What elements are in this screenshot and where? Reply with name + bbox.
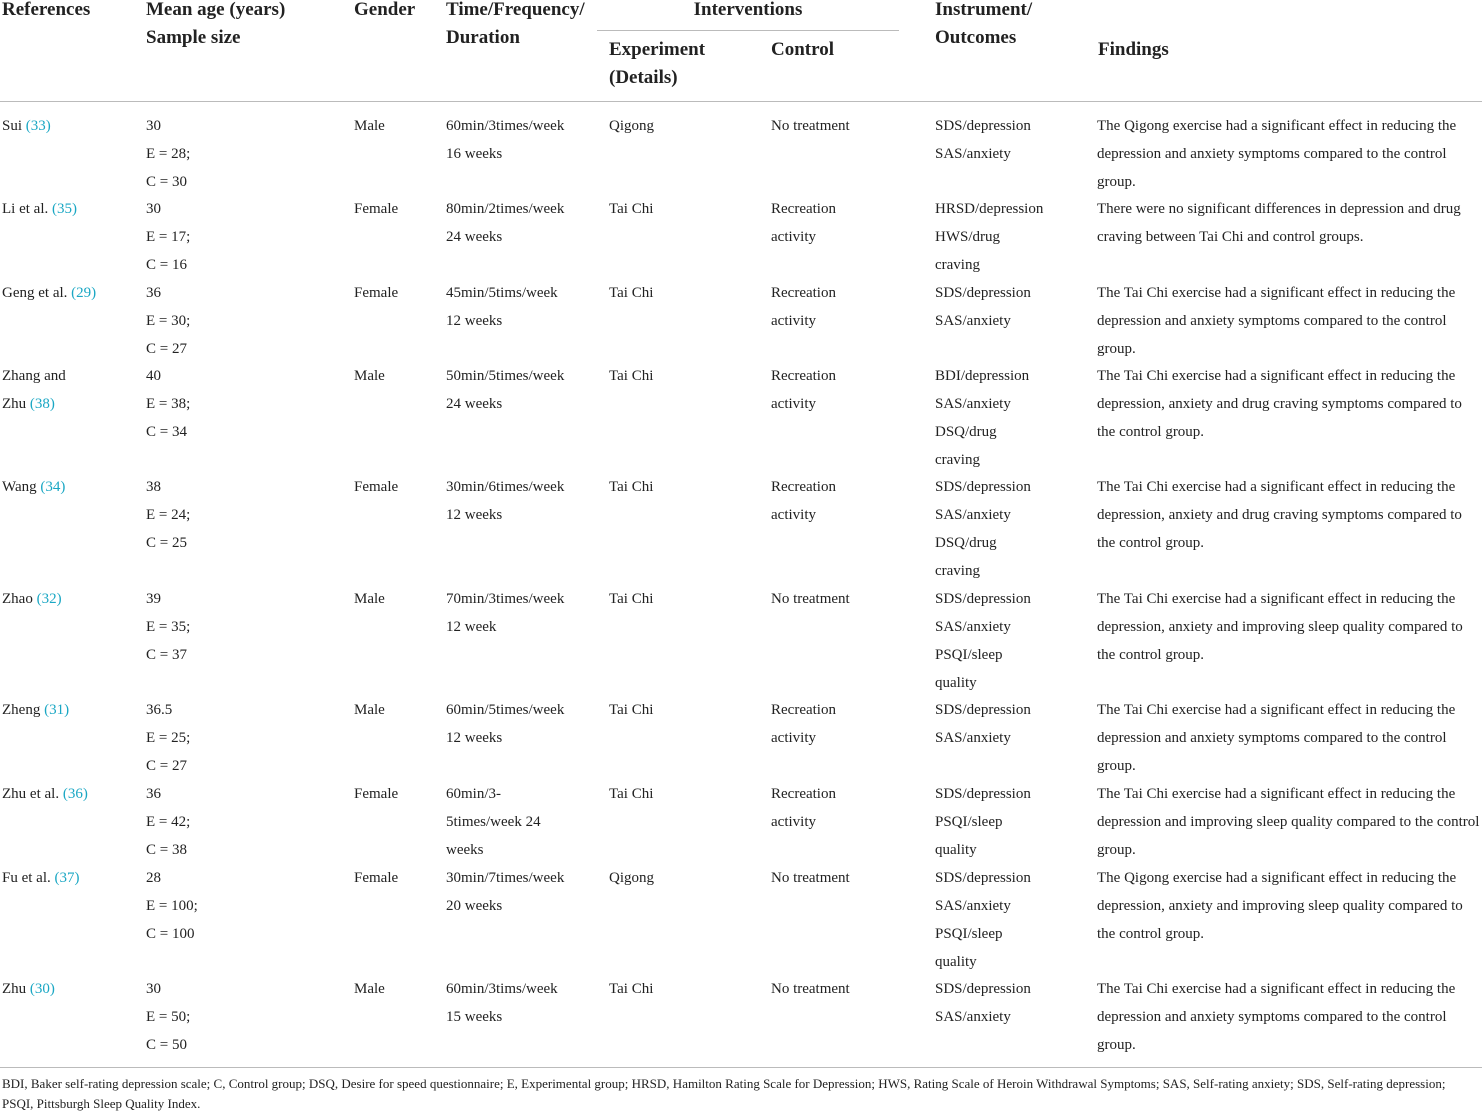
experiment-cell xyxy=(609,975,759,1003)
citation-link[interactable]: (36) xyxy=(62,786,88,802)
gender-cell xyxy=(354,696,434,724)
time-line: 50min/5times/week xyxy=(446,368,565,384)
mean-age: 38 xyxy=(146,479,161,495)
reference-name: Li et al. xyxy=(2,201,49,217)
reference-name: Zhang and xyxy=(2,368,66,384)
instrument-line: DSQ/drug xyxy=(935,535,997,551)
sample-size: E = 17; xyxy=(146,229,191,245)
instrument-cell xyxy=(935,279,1090,335)
header-findings: Findings xyxy=(1098,39,1169,60)
sample-size: E = 50; xyxy=(146,1009,191,1025)
control-line: No treatment xyxy=(771,591,850,607)
time-line: 30min/7times/week xyxy=(446,870,565,886)
gender-value: Female xyxy=(354,870,399,886)
citation-link[interactable]: (35) xyxy=(51,201,77,217)
findings-cell: The Qigong exercise had a significant effect in reducing the depression and anxiety symptoms compared to the control group. xyxy=(1097,118,1457,190)
gender-value: Female xyxy=(354,201,399,217)
experiment-cell xyxy=(609,780,759,808)
sample-size: C = 37 xyxy=(146,647,187,663)
instrument-line: BDI/depression xyxy=(935,368,1030,384)
control-cell xyxy=(771,585,921,613)
sample-size: C = 100 xyxy=(146,926,195,942)
experiment-value: Tai Chi xyxy=(609,702,654,718)
instrument-line: SDS/depression xyxy=(935,870,1031,886)
citation-link[interactable]: (37) xyxy=(54,870,80,886)
age-sample-cell xyxy=(146,279,336,363)
instrument-line: SDS/depression xyxy=(935,479,1031,495)
control-cell xyxy=(771,696,921,752)
instrument-line: SAS/anxiety xyxy=(935,1009,1011,1025)
sample-size: C = 34 xyxy=(146,424,187,440)
experiment-value: Tai Chi xyxy=(609,591,654,607)
instrument-line: craving xyxy=(935,452,980,468)
gender-value: Female xyxy=(354,479,399,495)
gender-cell xyxy=(354,864,434,892)
sample-size: E = 38; xyxy=(146,396,191,412)
control-cell xyxy=(771,362,921,418)
time-line: 12 weeks xyxy=(446,730,503,746)
header-time-frequency-duration: Time/Frequency/ Duration xyxy=(446,0,585,48)
control-line: No treatment xyxy=(771,981,850,997)
citation-link[interactable]: (34) xyxy=(40,479,66,495)
gender-cell xyxy=(354,279,434,307)
reference-name: Zhao xyxy=(2,591,33,607)
reference-name: Wang xyxy=(2,479,37,495)
time-frequency-cell xyxy=(446,780,596,864)
control-line: Recreation xyxy=(771,786,836,802)
time-line: 60min/3times/week xyxy=(446,118,565,134)
experiment-value: Qigong xyxy=(609,118,654,134)
time-frequency-cell xyxy=(446,864,596,920)
reference-cell xyxy=(2,975,127,1003)
control-line: Recreation xyxy=(771,479,836,495)
sample-size: E = 42; xyxy=(146,814,191,830)
experiment-value: Tai Chi xyxy=(609,479,654,495)
gender-value: Male xyxy=(354,118,385,134)
findings-cell: The Tai Chi exercise had a significant effect in reducing the depression, anxiety and drug craving symptoms compared to the control group. xyxy=(1097,368,1462,440)
sample-size: E = 25; xyxy=(146,730,191,746)
reference-name: Fu et al. xyxy=(2,870,51,886)
header-rule xyxy=(0,101,1482,102)
sample-size: E = 30; xyxy=(146,313,191,329)
age-sample-cell xyxy=(146,585,336,669)
experiment-cell xyxy=(609,279,759,307)
sample-size: C = 27 xyxy=(146,341,187,357)
reference-name: Zhu et al. xyxy=(2,786,60,802)
control-line: activity xyxy=(771,814,816,830)
time-line: 12 weeks xyxy=(446,507,503,523)
mean-age: 30 xyxy=(146,981,161,997)
sample-size: C = 25 xyxy=(146,535,187,551)
instrument-cell xyxy=(935,696,1090,752)
instrument-cell xyxy=(935,780,1090,864)
experiment-cell xyxy=(609,473,759,501)
table-bottom-rule xyxy=(0,1067,1482,1068)
header-instrument-outcomes: Instrument/ Outcomes xyxy=(935,0,1033,48)
gender-cell xyxy=(354,473,434,501)
time-line: 24 weeks xyxy=(446,229,503,245)
control-line: Recreation xyxy=(771,201,836,217)
mean-age: 30 xyxy=(146,118,161,134)
reference-cell xyxy=(2,195,127,223)
reference-cell xyxy=(2,696,127,724)
experiment-cell xyxy=(609,696,759,724)
gender-value: Male xyxy=(354,702,385,718)
instrument-line: SDS/depression xyxy=(935,591,1031,607)
time-frequency-cell xyxy=(446,585,596,641)
instrument-line: craving xyxy=(935,563,980,579)
control-line: Recreation xyxy=(771,368,836,384)
control-line: activity xyxy=(771,730,816,746)
mean-age: 36 xyxy=(146,786,161,802)
findings-cell: The Tai Chi exercise had a significant effect in reducing the depression and anxiety symptoms compared to the control group. xyxy=(1097,285,1456,357)
interventions-underline xyxy=(597,30,899,31)
control-cell xyxy=(771,864,921,892)
instrument-line: craving xyxy=(935,257,980,273)
reference-cell xyxy=(2,780,127,808)
header-experiment: Experiment (Details) xyxy=(609,39,706,88)
instrument-line: SAS/anxiety xyxy=(935,619,1011,635)
reference-cell xyxy=(2,362,127,418)
sample-size: C = 16 xyxy=(146,257,187,273)
gender-cell xyxy=(354,975,434,1003)
control-line: activity xyxy=(771,313,816,329)
control-line: activity xyxy=(771,507,816,523)
instrument-line: PSQI/sleep xyxy=(935,814,1003,830)
instrument-cell xyxy=(935,975,1090,1031)
time-line: 5times/week 24 xyxy=(446,814,541,830)
instrument-cell xyxy=(935,195,1090,279)
citation-link[interactable]: (38) xyxy=(29,396,55,412)
gender-value: Female xyxy=(354,786,399,802)
gender-cell xyxy=(354,780,434,808)
time-line: 45min/5tims/week xyxy=(446,285,558,301)
experiment-cell xyxy=(609,195,759,223)
instrument-cell xyxy=(935,362,1090,474)
experiment-cell xyxy=(609,112,759,140)
experiment-value: Tai Chi xyxy=(609,981,654,997)
control-cell xyxy=(771,780,921,836)
instrument-line: SDS/depression xyxy=(935,285,1031,301)
time-line: 16 weeks xyxy=(446,146,503,162)
header-mean-age-sample-size: Mean age (years) Sample size xyxy=(146,0,286,48)
header-interventions: Interventions xyxy=(693,0,803,20)
time-line: 12 weeks xyxy=(446,313,503,329)
control-cell xyxy=(771,195,921,251)
sample-size: C = 50 xyxy=(146,1037,187,1053)
age-sample-cell xyxy=(146,864,336,948)
control-line: No treatment xyxy=(771,870,850,886)
experiment-cell xyxy=(609,585,759,613)
table-footnote: BDI, Baker self-rating depression scale; C, Control group; DSQ, Desire for speed questionnaire; E, Experimental group; HRSD, Hamilton Rating Scale for Depression; HWS, Rating Scale of Heroin Withdrawal Symptoms; SAS, Self-rating anxiety; SDS, Self-rating depression; PSQI, Pittsburgh Sleep Quality Index. xyxy=(2,1076,1446,1111)
sample-size: E = 35; xyxy=(146,619,191,635)
findings-cell: The Tai Chi exercise had a significant effect in reducing the depression, anxiety and drug craving symptoms compared to the control group. xyxy=(1097,479,1462,551)
instrument-line: SAS/anxiety xyxy=(935,146,1011,162)
gender-value: Female xyxy=(354,285,399,301)
control-line: activity xyxy=(771,396,816,412)
time-line: 60min/3tims/week xyxy=(446,981,558,997)
sample-size: C = 30 xyxy=(146,174,187,190)
findings-cell: There were no significant differences in depression and drug craving between Tai Chi and control groups. xyxy=(1097,201,1461,245)
instrument-cell xyxy=(935,585,1090,697)
control-cell xyxy=(771,279,921,335)
time-line: 15 weeks xyxy=(446,1009,503,1025)
reference-name: Zheng xyxy=(2,702,41,718)
experiment-value: Tai Chi xyxy=(609,786,654,802)
citation-link[interactable]: (30) xyxy=(29,981,55,997)
sample-size: C = 27 xyxy=(146,758,187,774)
time-line: weeks xyxy=(446,842,484,858)
instrument-line: SDS/depression xyxy=(935,786,1031,802)
instrument-line: HWS/drug xyxy=(935,229,1000,245)
instrument-cell xyxy=(935,864,1090,976)
gender-cell xyxy=(354,585,434,613)
time-line: 60min/5times/week xyxy=(446,702,565,718)
instrument-line: quality xyxy=(935,842,977,858)
experiment-cell xyxy=(609,864,759,892)
reference-name: Zhu xyxy=(2,981,27,997)
mean-age: 28 xyxy=(146,870,161,886)
time-line: 70min/3times/week xyxy=(446,591,565,607)
gender-value: Male xyxy=(354,981,385,997)
reference-name-cont: Zhu xyxy=(2,396,30,412)
instrument-line: SAS/anxiety xyxy=(935,730,1011,746)
mean-age: 40 xyxy=(146,368,161,384)
gender-cell xyxy=(354,195,434,223)
gender-value: Male xyxy=(354,591,385,607)
findings-cell: The Tai Chi exercise had a significant effect in reducing the depression and improving sleep quality compared to the control group. xyxy=(1097,786,1480,858)
time-frequency-cell xyxy=(446,112,596,168)
reference-cell xyxy=(2,112,127,140)
experiment-value: Tai Chi xyxy=(609,201,654,217)
findings-cell: The Qigong exercise had a significant effect in reducing the depression, anxiety and improving sleep quality compared to the control group. xyxy=(1097,870,1463,942)
instrument-line: SAS/anxiety xyxy=(935,396,1011,412)
instrument-line: HRSD/depression xyxy=(935,201,1044,217)
reference-cell xyxy=(2,473,127,501)
time-frequency-cell xyxy=(446,975,596,1031)
sample-size: E = 28; xyxy=(146,146,191,162)
experiment-value: Tai Chi xyxy=(609,368,654,384)
age-sample-cell xyxy=(146,780,336,864)
findings-cell: The Tai Chi exercise had a significant effect in reducing the depression, anxiety and improving sleep quality compared to the control group. xyxy=(1097,591,1463,663)
instrument-line: SAS/anxiety xyxy=(935,313,1011,329)
gender-value: Male xyxy=(354,368,385,384)
instrument-line: SDS/depression xyxy=(935,981,1031,997)
citation-link[interactable]: (31) xyxy=(44,702,70,718)
time-line: 24 weeks xyxy=(446,396,503,412)
experiment-value: Qigong xyxy=(609,870,654,886)
time-line: 12 week xyxy=(446,619,497,635)
control-line: Recreation xyxy=(771,702,836,718)
instrument-line: SAS/anxiety xyxy=(935,898,1011,914)
reference-name: Geng et al. xyxy=(2,285,68,301)
time-frequency-cell xyxy=(446,195,596,251)
time-frequency-cell xyxy=(446,473,596,529)
header-gender: Gender xyxy=(354,0,416,20)
instrument-cell xyxy=(935,112,1090,168)
mean-age: 39 xyxy=(146,591,161,607)
instrument-line: SAS/anxiety xyxy=(935,507,1011,523)
reference-cell xyxy=(2,279,127,307)
age-sample-cell xyxy=(146,362,336,446)
control-line: Recreation xyxy=(771,285,836,301)
header-control: Control xyxy=(771,39,834,60)
reference-cell xyxy=(2,585,127,613)
control-cell xyxy=(771,975,921,1003)
header-references: References xyxy=(2,0,91,20)
age-sample-cell xyxy=(146,195,336,279)
age-sample-cell xyxy=(146,975,336,1059)
time-frequency-cell xyxy=(446,696,596,752)
instrument-line: quality xyxy=(935,675,977,691)
citation-link[interactable]: (32) xyxy=(36,591,62,607)
age-sample-cell xyxy=(146,473,336,557)
instrument-line: PSQI/sleep xyxy=(935,647,1003,663)
age-sample-cell xyxy=(146,112,336,196)
time-line: 30min/6times/week xyxy=(446,479,565,495)
reference-cell xyxy=(2,864,127,892)
gender-cell xyxy=(354,112,434,140)
findings-cell: The Tai Chi exercise had a significant effect in reducing the depression and anxiety symptoms compared to the control group. xyxy=(1097,702,1456,774)
time-line: 60min/3- xyxy=(446,786,501,802)
time-frequency-cell xyxy=(446,362,596,418)
sample-size: E = 24; xyxy=(146,507,191,523)
gender-cell xyxy=(354,362,434,390)
age-sample-cell xyxy=(146,696,336,780)
instrument-line: DSQ/drug xyxy=(935,424,997,440)
control-line: activity xyxy=(771,229,816,245)
instrument-line: quality xyxy=(935,954,977,970)
experiment-cell xyxy=(609,362,759,390)
time-frequency-cell xyxy=(446,279,596,335)
control-line: No treatment xyxy=(771,118,850,134)
time-line: 80min/2times/week xyxy=(446,201,565,217)
instrument-line: SDS/depression xyxy=(935,118,1031,134)
citation-link[interactable]: (33) xyxy=(25,118,51,134)
instrument-line: PSQI/sleep xyxy=(935,926,1003,942)
control-cell xyxy=(771,473,921,529)
citation-link[interactable]: (29) xyxy=(71,285,97,301)
sample-size: E = 100; xyxy=(146,898,198,914)
findings-cell: The Tai Chi exercise had a significant effect in reducing the depression and anxiety symptoms compared to the control group. xyxy=(1097,981,1456,1053)
reference-name: Sui xyxy=(2,118,23,134)
control-cell xyxy=(771,112,921,140)
mean-age: 36 xyxy=(146,285,161,301)
instrument-cell xyxy=(935,473,1090,585)
instrument-line: SDS/depression xyxy=(935,702,1031,718)
mean-age: 36.5 xyxy=(146,702,173,718)
sample-size: C = 38 xyxy=(146,842,187,858)
time-line: 20 weeks xyxy=(446,898,503,914)
experiment-value: Tai Chi xyxy=(609,285,654,301)
mean-age: 30 xyxy=(146,201,161,217)
